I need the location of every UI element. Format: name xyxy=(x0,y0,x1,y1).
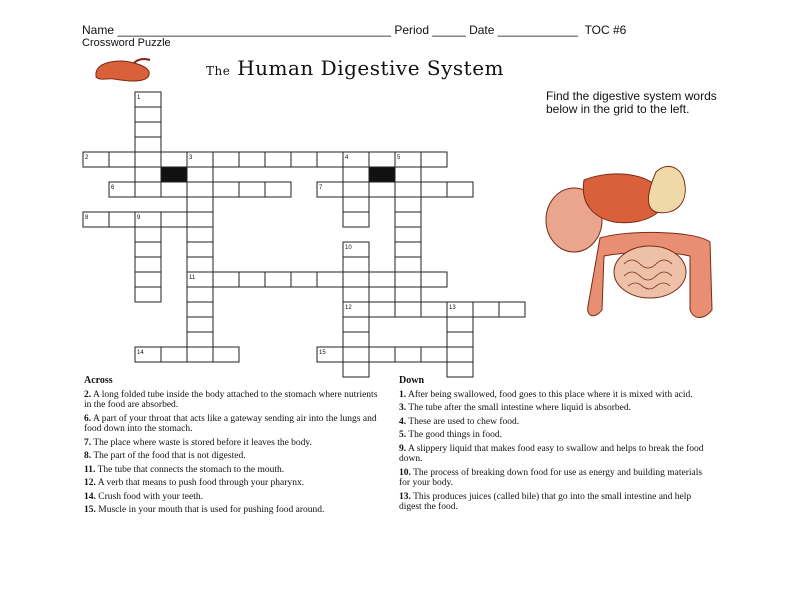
across-clue xyxy=(84,414,384,435)
grid-cell[interactable] xyxy=(421,152,447,167)
grid-cell[interactable] xyxy=(369,272,395,287)
grid-cell[interactable] xyxy=(447,317,473,332)
instructions: Find the digestive system words below in the grid to the left. xyxy=(546,89,717,116)
grid-cell[interactable] xyxy=(187,167,213,182)
grid-cell[interactable] xyxy=(343,272,369,287)
grid-cell[interactable] xyxy=(291,152,317,167)
clue-number: 4. xyxy=(399,416,407,427)
clue-number: 1. xyxy=(399,389,407,400)
clue-text: The part of the food that is not digested. xyxy=(93,451,246,461)
across-clue xyxy=(84,465,384,476)
grid-cell[interactable] xyxy=(135,122,161,137)
clue-number: 13. xyxy=(399,491,411,502)
grid-cell[interactable] xyxy=(473,302,499,317)
grid-cell[interactable] xyxy=(161,152,187,167)
grid-cell[interactable] xyxy=(395,212,421,227)
down-clue xyxy=(399,417,709,428)
clue-number: 7. xyxy=(84,437,92,448)
across-clue xyxy=(84,505,384,516)
grid-cell[interactable] xyxy=(343,332,369,347)
down-clue xyxy=(399,492,709,513)
down-clue xyxy=(399,444,709,465)
grid-cell[interactable] xyxy=(369,152,395,167)
clue-text: The place where waste is stored before it leaves the body. xyxy=(93,437,312,448)
grid-cell[interactable] xyxy=(187,242,213,257)
grid-cell[interactable] xyxy=(265,182,291,197)
across-clue xyxy=(84,492,384,503)
grid-cell[interactable] xyxy=(343,257,369,272)
grid-cell[interactable] xyxy=(421,347,447,362)
grid-cell[interactable] xyxy=(135,107,161,122)
grid-cell[interactable] xyxy=(343,197,369,212)
clue-text: The tube that connects the stomach to the mouth. xyxy=(97,464,285,475)
grid-cell[interactable] xyxy=(213,152,239,167)
grid-cell[interactable] xyxy=(187,182,213,197)
down-heading: Down xyxy=(399,375,425,386)
grid-cell[interactable] xyxy=(187,227,213,242)
grid-clue-number: 3 xyxy=(189,155,193,161)
across-clue xyxy=(84,451,384,462)
clue-text: The good things in food. xyxy=(408,430,503,440)
grid-cell[interactable] xyxy=(291,272,317,287)
title-prefix: The xyxy=(206,64,231,78)
black-cell xyxy=(161,167,187,182)
grid-clue-number: 14 xyxy=(137,350,144,356)
grid-cell[interactable] xyxy=(395,272,421,287)
grid-cell[interactable] xyxy=(395,167,421,182)
grid-cell[interactable] xyxy=(135,287,161,302)
grid-cell[interactable] xyxy=(213,272,239,287)
across-clue xyxy=(84,390,384,411)
grid-cell[interactable] xyxy=(369,302,395,317)
name-label: Name xyxy=(82,23,115,37)
grid-cell[interactable] xyxy=(317,152,343,167)
clue-text: A slippery liquid that makes food easy to swallow and helps to break the food down. xyxy=(399,443,704,464)
grid-cell[interactable] xyxy=(187,332,213,347)
grid-cell[interactable] xyxy=(187,347,213,362)
date-field[interactable]: ____________ xyxy=(497,23,578,37)
date-label: Date xyxy=(469,23,495,37)
digestive-organs-illustration xyxy=(544,160,734,330)
grid-cell[interactable] xyxy=(395,287,421,302)
grid-cell[interactable] xyxy=(161,212,187,227)
grid-cell[interactable] xyxy=(135,182,161,197)
grid-cell[interactable] xyxy=(317,272,343,287)
grid-cell[interactable] xyxy=(187,212,213,227)
down-clue xyxy=(399,390,709,401)
across-clue xyxy=(84,478,384,489)
grid-cell[interactable] xyxy=(265,272,291,287)
grid-clue-number: 4 xyxy=(345,155,349,161)
grid-cell[interactable] xyxy=(395,347,421,362)
grid-cell[interactable] xyxy=(395,227,421,242)
grid-cell[interactable] xyxy=(447,362,473,377)
grid-cell[interactable] xyxy=(135,152,161,167)
grid-cell[interactable] xyxy=(421,182,447,197)
grid-cell[interactable] xyxy=(187,302,213,317)
grid-cell[interactable] xyxy=(109,212,135,227)
clue-number: 11. xyxy=(84,464,96,475)
clue-number: 3. xyxy=(399,403,407,413)
down-clues xyxy=(399,376,709,516)
grid-cell[interactable] xyxy=(213,347,239,362)
grid-cell[interactable] xyxy=(161,347,187,362)
grid-cell[interactable] xyxy=(395,182,421,197)
down-clue xyxy=(399,430,709,441)
grid-cell[interactable] xyxy=(213,182,239,197)
clue-text: After being swallowed, food goes to this place where it is mixed with acid. xyxy=(407,389,693,400)
grid-cell[interactable] xyxy=(135,257,161,272)
grid-cell[interactable] xyxy=(135,272,161,287)
grid-cell[interactable] xyxy=(343,212,369,227)
subtitle: Crossword Puzzle xyxy=(82,37,171,49)
clue-text: A verb that means to push food through your pharynx. xyxy=(97,478,305,488)
grid-cell[interactable] xyxy=(343,347,369,362)
grid-clue-number: 5 xyxy=(397,155,401,161)
clue-number: 14. xyxy=(84,491,96,502)
name-field[interactable]: _________________________________________ xyxy=(117,23,391,37)
grid-cell[interactable] xyxy=(135,227,161,242)
clue-text: These are used to chew food. xyxy=(408,416,520,427)
clue-text: A part of your throat that acts like a gateway sending air into the lungs and food down into the stomach. xyxy=(84,413,377,434)
grid-cell[interactable] xyxy=(239,272,265,287)
grid-cell[interactable] xyxy=(395,257,421,272)
grid-cell[interactable] xyxy=(135,242,161,257)
grid-cell[interactable] xyxy=(109,152,135,167)
across-heading: Across xyxy=(84,375,113,386)
clue-text: Crush food with your teeth. xyxy=(98,491,204,502)
grid-cell[interactable] xyxy=(265,152,291,167)
grid-cell[interactable] xyxy=(343,167,369,182)
grid-cell[interactable] xyxy=(447,182,473,197)
clue-number: 10. xyxy=(399,467,411,478)
grid-clue-number: 10 xyxy=(345,245,352,251)
grid-cell[interactable] xyxy=(343,317,369,332)
black-cell xyxy=(369,167,395,182)
grid-cell[interactable] xyxy=(447,332,473,347)
grid-clue-number: 9 xyxy=(137,215,141,221)
grid-clue-number: 12 xyxy=(345,305,352,311)
period-field[interactable]: _____ xyxy=(432,23,466,37)
clue-text: A long folded tube inside the body attached to the stomach where nutrients in the food are absorbed. xyxy=(84,389,378,410)
clue-text: This produces juices (called bile) that go into the small intestine and help digest the food. xyxy=(399,491,692,512)
grid-cell[interactable] xyxy=(187,287,213,302)
grid-cell[interactable] xyxy=(369,182,395,197)
clue-number: 5. xyxy=(399,430,407,440)
grid-cell[interactable] xyxy=(447,347,473,362)
title-main: Human Digestive System xyxy=(237,56,505,80)
period-label: Period xyxy=(394,23,430,37)
grid-clue-number: 6 xyxy=(111,185,115,191)
grid-cell[interactable] xyxy=(395,197,421,212)
grid-cell[interactable] xyxy=(135,137,161,152)
grid-clue-number: 8 xyxy=(85,215,89,221)
grid-clue-number: 15 xyxy=(319,350,326,356)
grid-cell[interactable] xyxy=(499,302,525,317)
grid-cell[interactable] xyxy=(187,257,213,272)
grid-clue-number: 1 xyxy=(137,95,141,101)
clue-number: 9. xyxy=(399,443,407,454)
grid-clue-number: 13 xyxy=(449,305,456,311)
clue-number: 12. xyxy=(84,478,96,488)
down-clue xyxy=(399,403,709,414)
grid-cell[interactable] xyxy=(239,152,265,167)
across-clue xyxy=(84,438,384,449)
down-clue xyxy=(399,468,709,489)
grid-clue-number: 11 xyxy=(189,275,196,281)
clue-number: 2. xyxy=(84,389,92,400)
grid-cell[interactable] xyxy=(395,302,421,317)
clue-number: 15. xyxy=(84,505,96,515)
grid-cell[interactable] xyxy=(421,272,447,287)
clue-text: The tube after the small intestine where liquid is absorbed. xyxy=(408,403,631,413)
clue-number: 6. xyxy=(84,413,92,424)
grid-cell[interactable] xyxy=(421,302,447,317)
grid-cell[interactable] xyxy=(239,182,265,197)
grid-cell[interactable] xyxy=(187,317,213,332)
grid-cell[interactable] xyxy=(161,182,187,197)
grid-cell[interactable] xyxy=(187,197,213,212)
grid-cell[interactable] xyxy=(395,242,421,257)
grid-clue-number: 7 xyxy=(319,185,323,191)
grid-clue-number: 2 xyxy=(85,155,89,161)
clue-number: 8. xyxy=(84,451,92,461)
grid-cell[interactable] xyxy=(369,347,395,362)
clue-text: The process of breaking down food for use as energy and building materials for your body. xyxy=(399,467,703,488)
across-clues xyxy=(84,376,384,519)
grid-cell[interactable] xyxy=(343,287,369,302)
grid-cell[interactable] xyxy=(343,362,369,377)
grid-cell[interactable] xyxy=(135,167,161,182)
clue-text: Muscle in your mouth that is used for pushing food around. xyxy=(98,505,325,515)
grid-cell[interactable] xyxy=(343,182,369,197)
toc-label: TOC #6 xyxy=(584,23,627,37)
